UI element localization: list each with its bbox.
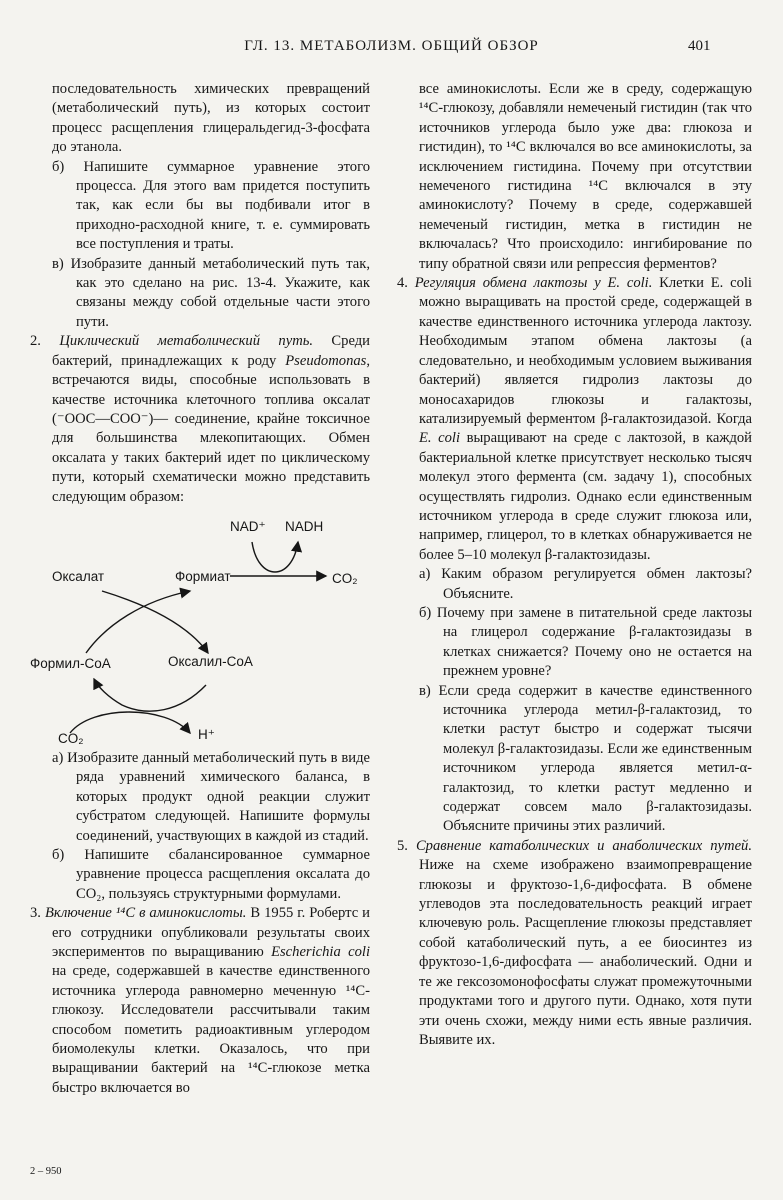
question-4v: в) Если среда содержит в качестве единственного источника углерода метил-β-галактозид, то клетки растут быстро и содержат тысячи молекул β-галактозидазы. Если же единственным источником углерода является метил-α-галактозид, то клетки растут медленно и содержат совсем мало β-галактозидазы. Объясните причины этих различий.: [419, 682, 752, 835]
nad-arrow: [252, 542, 298, 572]
left-column: [30, 80, 370, 1098]
h-plus-label: H⁺: [198, 726, 215, 742]
oxalate-label: Оксалат: [52, 568, 105, 584]
problem-text: В 1955 г. Робертс и его сотрудники опубликовали результаты своих экспериментов по выращиванию: [52, 905, 370, 960]
oxalate-cycle-diagram: [30, 507, 370, 749]
co2-hplus-arrow: [70, 712, 190, 733]
problem-5: [397, 837, 752, 1050]
paragraph-continuation: все аминокислоты. Если же в среду, содержащую ¹⁴C-глюкозу, добавляли немеченый гистидин (так что источников углерода было уже два: глюкоза и гистидин), то ¹⁴C включался во все аминокислоты, за исключением гистидина. Почему при отсутствии немеченого гистидина ¹⁴C включался в эту аминокислоту? Почему в среде, содержавшей немеченый гистидин, метка в гистидин не включалась? Что происходило: ингибирование по типу обратной связи или репрессия ферментов?: [419, 81, 752, 272]
problem-text: на среде, содержавшей в качестве единственного источника углерода равномерно меченную ¹⁴C-глюкозу. Исследователи рассчитывали таким способом пометить радиоактивным углеродом биомолекулы клетки. Оказалось, что при выращивании бактерий на ¹⁴C-глюкозе метка быстро включается во: [52, 963, 370, 1096]
cycle-arrows: [30, 507, 370, 749]
problem-title: Регуляция обмена лактозы у E. coli.: [414, 275, 653, 292]
question-4b: б) Почему при замене в питательной среде лактозы на глицерол содержание β-галактозидазы в клетках снижается? Почему оно не остается на прежнем уровне?: [419, 604, 752, 680]
paragraph-continuation: последовательность химических превращений (метаболический путь), из которых состоит процесс расщепления глицеральдегид-3-фосфата до этанола.: [52, 81, 370, 156]
question-1v: в) Изобразите данный метаболический путь так, как это сделано на рис. 13-4. Укажите, как связаны между собой отдельные части этого пути.: [52, 255, 370, 330]
species-name: Escherichia coli: [271, 944, 370, 960]
problem-3: [30, 904, 370, 1098]
nad-plus-label: NAD⁺: [230, 518, 266, 534]
co2-top-label: CO₂: [332, 570, 358, 586]
oxalyl-coa-label: Оксалил-CoA: [168, 653, 253, 669]
formate-label: Формиат: [175, 568, 231, 584]
species-name: E. coli: [419, 430, 461, 447]
problem-text: выращивают на среде с лактозой, в каждой бактериальной клетке присутствует несколько тысяч молекул этого фермента (см. задачу 1), способных осуществлять гидролиз. Однако если единственным источником углерода в среде служит глюкоза или, например, глицерол, то в клетках обнаруживается не более 5–10 молекул β-галактозидазы.: [419, 430, 752, 563]
question-2b: б) Напишите сбалансированное суммарное уравнение процесса расщепления оксалата до CO₂, пользуясь структурными формулами.: [52, 846, 370, 902]
right-column: [397, 80, 752, 1050]
problem-text: Клетки E. coli можно выращивать на простой среде, содержащей в качестве единственного источника углерода лактозу. Необходимым этапом обмена лактозы (а следовательно, и необходимым условием выживания бактерий) является гидролиз лактозы до моносахаридов глюкозы и галактозы, катализируемый ферментом β-галактозидазой. Когда: [419, 275, 752, 427]
problem-text: Среди бактерий, принадлежащих к роду: [52, 333, 370, 369]
co2-bottom-label: CO₂: [58, 730, 84, 746]
problem-4: [397, 274, 752, 565]
nadh-label: NADH: [285, 518, 324, 534]
problem-2: [30, 332, 370, 507]
running-header: ГЛ. 13. МЕТАБОЛИЗМ. ОБЩИЙ ОБЗОР: [244, 38, 539, 54]
genus-name: Pseudomonas: [285, 352, 367, 369]
problem-title: Циклический метаболический путь.: [59, 333, 314, 350]
formyl-coa-label: Формил-CoA: [30, 655, 111, 671]
problem-number: 5.: [397, 837, 408, 854]
problem-text: Ниже на схеме изображено взаимопревращение глюкозы и фруктозо-1,6-дифосфата. В обмене углеводов эта последовательность реакций играет ключевую роль. Расщепление глюкозы представляет собой катаболический путь, а ее биосинтез из фруктозо-1,6-дифосфата — анаболический. Одни и те же гексозомонофосфаты служат промежуточными продуктами того и другого пути. Однако, хотя пути эти очень схожи, между ними есть явные различия. Выявите их.: [419, 857, 752, 1048]
problem-number: 4.: [397, 275, 408, 292]
question-4a: а) Каким образом регулируется обмен лактозы? Объясните.: [419, 566, 752, 602]
problem-title: Включение ¹⁴C в аминокислоты.: [44, 905, 247, 922]
problem-number: 3.: [30, 905, 41, 922]
problem-number: 2.: [30, 333, 41, 350]
question-1b: б) Напишите суммарное уравнение этого процесса. Для этого вам придется поступить так, как если бы вы подбивали итог в приходно-расходной книге, т. е. суммировать все поступления и траты.: [52, 158, 370, 253]
problem-title: Сравнение катаболических и анаболических путей.: [415, 837, 752, 854]
page-number: 401: [688, 38, 711, 54]
problem-text: , встречаются виды, способные использовать в качестве источника клеточного топлива оксалат (⁻OOC—COO⁻)— соединение, крайне токсичное для большинства млекопитающих. Обмен оксалата у таких бактерий идет по циклическому пути, который схематически можно представить следующим образом:: [52, 352, 370, 505]
oxalyl-to-formyl-arrow: [94, 679, 206, 711]
question-2a: а) Изобразите данный метаболический путь в виде ряда уравнений химического баланса, в которых продукт одной реакции служит субстратом следующей. Напишите формулы соединений, участвующих в каждой из стадий.: [52, 749, 370, 844]
signature-mark: 2 – 950: [30, 1166, 62, 1177]
